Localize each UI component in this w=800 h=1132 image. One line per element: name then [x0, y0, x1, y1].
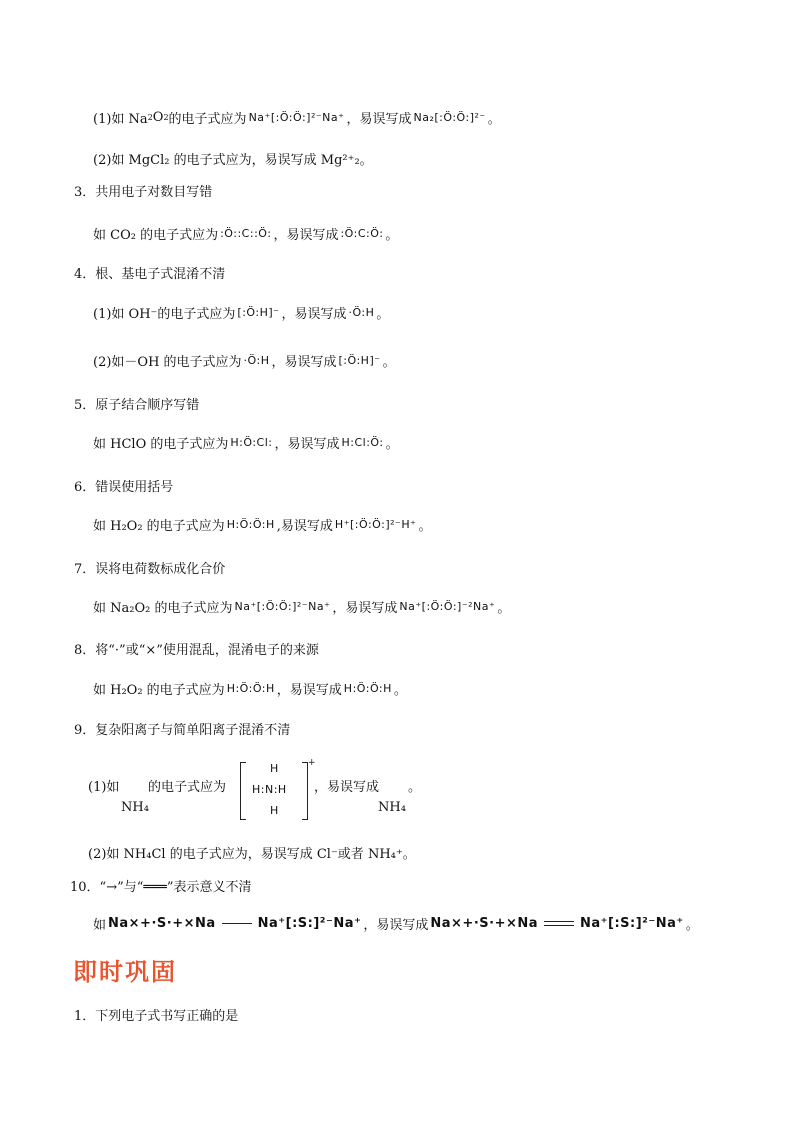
electron-formula-correct: :Ö::C::Ö:: [220, 227, 272, 240]
electron-formula-wrong: H:Cl:Ö:: [341, 436, 384, 449]
electron-formula-correct: [:Ö:H]⁻: [237, 306, 280, 319]
heading: 8．将“·”或“×”使用混乱，混淆电子的来源: [74, 643, 319, 658]
item-mgcl2: [93, 149, 373, 168]
question-1: [74, 1005, 238, 1024]
electron-formula-correct: H:Ö:Cl:: [230, 436, 273, 449]
charge: +: [308, 758, 316, 768]
heading: 6．错误使用括号: [74, 480, 174, 495]
text: ，易误写成: [276, 683, 342, 698]
formation-left-wrong: Na×+·S·+×Na: [430, 916, 539, 931]
text: 的电子式应为: [168, 112, 247, 127]
text: (2)如 MgCl₂ 的电子式应为，易误写成 Mg²⁺₂。: [93, 153, 373, 168]
item-hclo: [93, 433, 399, 452]
text: (2)如－OH 的电子式应为: [93, 355, 242, 370]
electron-formula-wrong: H⁺[:Ö:Ö:]²⁻H⁺: [334, 518, 417, 531]
heading-6: [74, 476, 173, 495]
text: ，易误写成: [271, 355, 337, 370]
electron-formula-wrong: ·Ö:H: [348, 306, 375, 319]
h-n-h-row: H:N:H: [252, 783, 287, 796]
h-top: H: [270, 762, 279, 775]
text: (1)如 Na: [93, 112, 148, 127]
formation-left: Na×+·S·+×Na: [108, 916, 216, 931]
text: 。: [487, 112, 501, 127]
item-na2o2: [93, 108, 501, 127]
text: 如 HClO 的电子式应为: [93, 437, 229, 452]
item-oh-group: [93, 351, 396, 370]
item-na2s: [93, 914, 699, 933]
nh4-bracket: [240, 762, 308, 820]
text: 如 Na₂O₂ 的电子式应为: [93, 601, 233, 616]
text: 的电子式应为: [148, 780, 227, 795]
item-h2o2-bracket: [93, 515, 431, 534]
electron-formula-correct: Na⁺[:Ö:Ö:]²⁻Na⁺: [248, 111, 345, 124]
text: 。: [393, 683, 407, 698]
electron-formula-wrong: [:Ö:H]⁻: [338, 354, 381, 367]
text: 。: [382, 355, 396, 370]
electron-formula-wrong: H:Ö:Ö:H: [343, 682, 392, 695]
text: 如 CO₂ 的电子式应为: [93, 228, 219, 243]
text: 。: [418, 519, 432, 534]
item-h2o2-dots: [93, 679, 407, 698]
heading-8: [74, 639, 319, 658]
electron-formula-correct: H:Ö:Ö:H: [226, 682, 275, 695]
electron-formula-wrong: :Ö:C:Ö:: [340, 227, 384, 240]
electron-formula-wrong: Na⁺[:Ö:Ö:]⁻²Na⁺: [399, 600, 496, 613]
h-bottom: H: [270, 804, 279, 817]
heading-4: [74, 263, 225, 282]
nh4-label: NH₄: [121, 800, 149, 815]
heading: 9．复杂阳离子与简单阳离子混淆不清: [74, 723, 291, 738]
text: 如 H₂O₂ 的电子式应为: [93, 683, 225, 698]
heading-3: [74, 181, 212, 200]
item-nh4: [88, 758, 508, 822]
electron-formula-correct: Na⁺[:Ö:Ö:]²⁻Na⁺: [234, 600, 331, 613]
text: ，易误写成: [273, 228, 339, 243]
text: (2)如 NH₄Cl 的电子式应为，易误写成 Cl⁻或者 NH₄⁺。: [88, 847, 416, 862]
equals-sign-icon: [544, 921, 574, 926]
sub: 2: [147, 113, 153, 122]
text: ，易误写成: [281, 307, 347, 322]
formation-right-wrong: Na⁺[:S:]²⁻Na⁺: [580, 916, 684, 931]
item-oh-ion: [93, 303, 389, 322]
electron-formula-correct: ·Ö:H: [243, 354, 270, 367]
text: (1)如: [88, 780, 120, 795]
item-na2o2-charge: [93, 597, 510, 616]
text: ,易误写成: [276, 519, 333, 534]
electron-formula-wrong: Na₂[:Ö:Ö:]²⁻: [413, 111, 486, 124]
formation-right: Na⁺[:S:]²⁻Na⁺: [257, 916, 362, 931]
text: 。: [685, 918, 699, 933]
heading-10: [70, 876, 252, 895]
text: ，易误写成: [346, 112, 412, 127]
heading: 5．原子结合顺序写错: [74, 398, 200, 413]
text: 。: [385, 228, 399, 243]
arrow-icon: [222, 923, 252, 924]
heading-7: [74, 558, 225, 577]
question-text: 1．下列电子式书写正确的是: [74, 1009, 239, 1024]
text: 如 H₂O₂ 的电子式应为: [93, 519, 225, 534]
electron-formula-correct: H:Ö:Ö:H: [226, 518, 275, 531]
text: 。: [376, 307, 390, 322]
text: ，易误写成: [274, 437, 340, 452]
sub: 2: [163, 113, 169, 122]
text: (1)如 OH⁻的电子式应为: [93, 307, 236, 322]
item-nh4cl: [88, 843, 416, 862]
nh4-label: NH₄: [378, 800, 406, 815]
heading: 10．“→”与“═══”表示意义不清: [70, 880, 252, 895]
section-title: 即时巩固: [73, 958, 177, 986]
heading-5: [74, 394, 199, 413]
text: ，易误写成: [363, 918, 429, 933]
text: 。: [497, 601, 511, 616]
heading: 7．误将电荷数标成化合价: [74, 562, 226, 577]
text: O: [152, 110, 164, 125]
text: 。: [385, 437, 399, 452]
heading: 4．根、基电子式混淆不清: [74, 267, 226, 282]
item-co2: [93, 224, 398, 243]
text: ，易误写成: [332, 601, 398, 616]
heading: 3．共用电子对数目写错: [74, 185, 213, 200]
text: 如: [93, 918, 107, 933]
text: 。: [408, 780, 422, 795]
heading-9: [74, 719, 290, 738]
text: ，易误写成: [314, 780, 380, 795]
